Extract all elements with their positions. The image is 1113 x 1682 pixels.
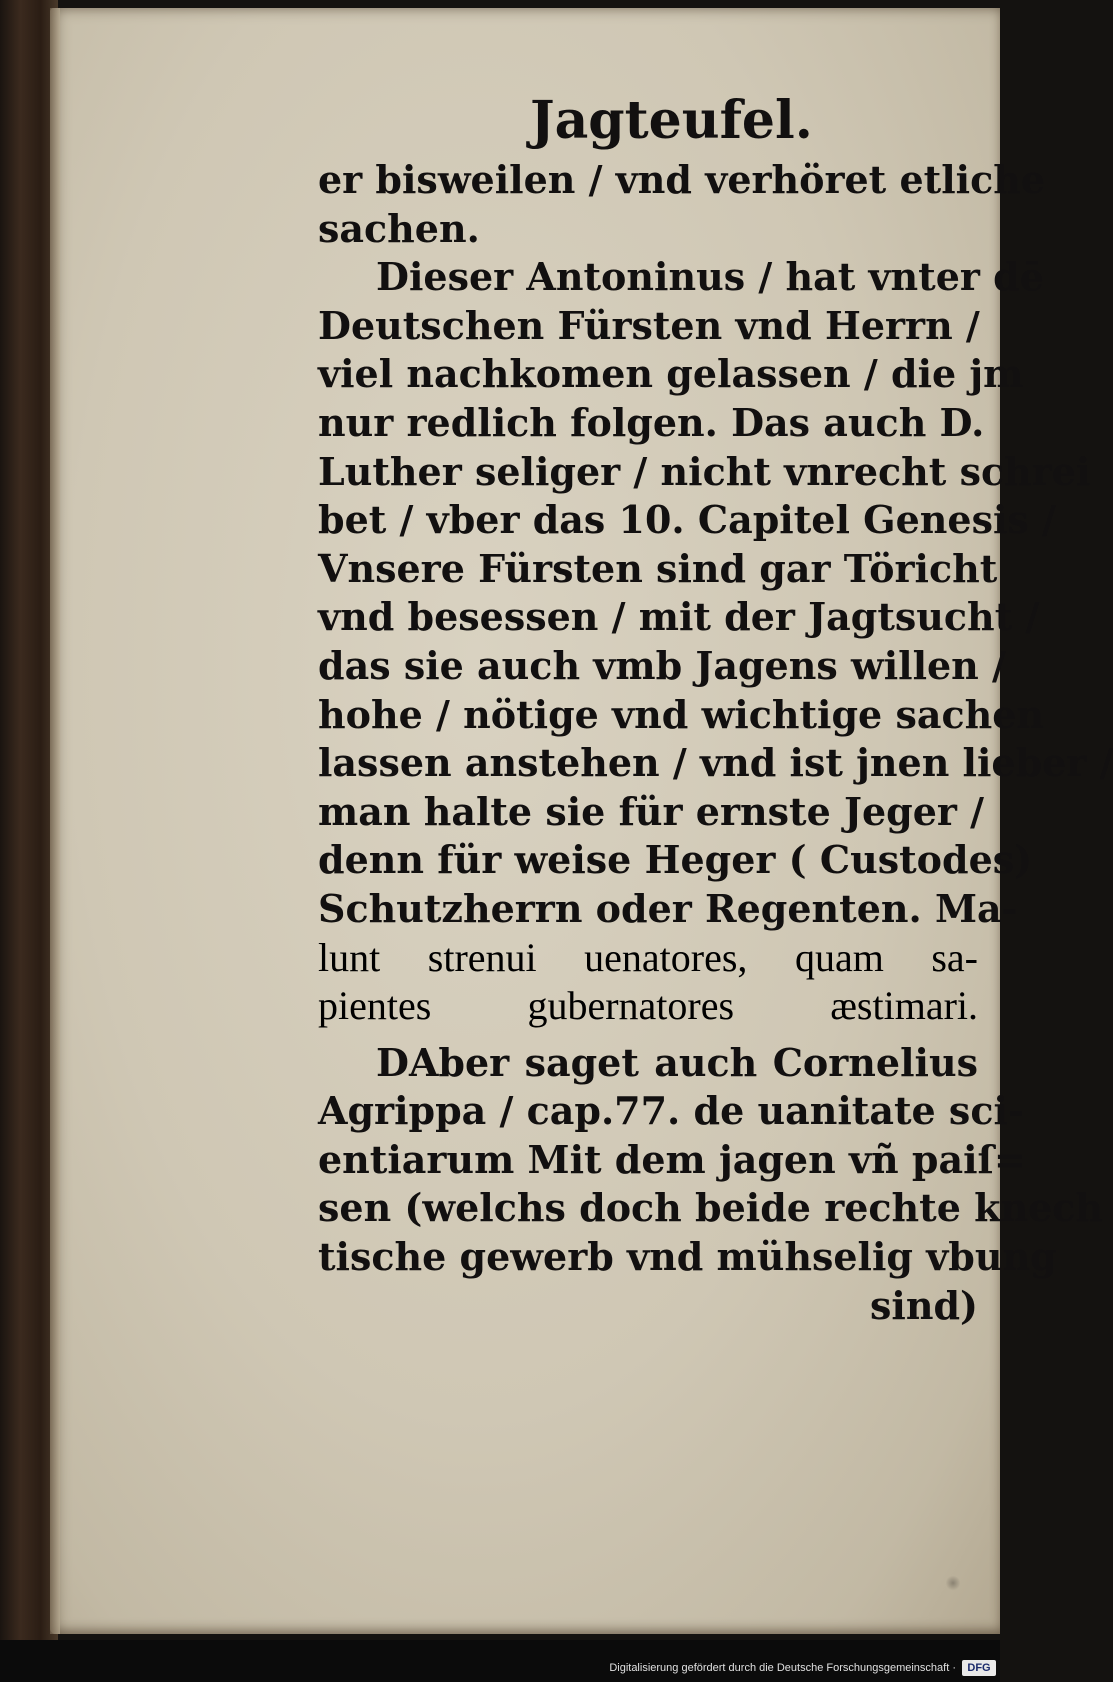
text-line: sen (welchs doch beide rechte knech: [318, 1185, 1104, 1231]
footer-bar: [0, 1640, 1000, 1682]
text-line: das sie auch vmb Jagens willen /: [318, 642, 1006, 688]
text-line: hohe / nötige vnd wichtige sachen: [318, 691, 1045, 737]
text-line: Schutzherrn oder Regenten. Ma-: [318, 885, 1018, 931]
text-line: denn für weise Heger ( Custodes): [318, 837, 1033, 883]
text-line: pientes gubernatores æstimari.: [318, 983, 978, 1029]
dfg-logo-icon: DFG: [962, 1660, 996, 1676]
text-line: lassen anstehen / vnd ist jnen lieber /: [318, 740, 1113, 786]
text-line: Deutschen Fürsten vnd Herrn /: [318, 302, 980, 348]
text-line: Dieser Antoninus / hat vnter dē: [376, 254, 1044, 300]
text-line: er bisweilen / vnd verhöret etliche: [318, 157, 1046, 202]
text-line: Agrippa / cap.77. de uanitate sci-: [318, 1088, 1024, 1134]
text-block: [318, 156, 1113, 1330]
text-line: Vnsere Fürsten sind gar Töricht: [318, 545, 998, 591]
text-line: vnd besessen / mit der Jagtsucht /: [318, 594, 1040, 640]
text-line: tische gewerb vnd mühselig vbung: [318, 1234, 1057, 1280]
text-line: bet / vber das 10. Capitel Genesis /: [318, 497, 1056, 543]
text-line: entiarum Mit dem jagen vñ paiſ=: [318, 1136, 1026, 1182]
text-line: Luther seliger / nicht vnrecht schrei: [318, 448, 1091, 494]
text-line: DAber saget auch Cornelius: [376, 1039, 978, 1085]
text-line: lunt strenui uenatores, quam sa-: [318, 934, 978, 980]
text-line: sind): [869, 1282, 978, 1328]
page-edge-shadow: [50, 8, 60, 1634]
running-head: Jagteufel.: [530, 90, 813, 151]
ink-blot: [946, 1575, 960, 1591]
text-line: nur redlich folgen. Das auch D.: [318, 399, 985, 445]
paragraph-gap: [318, 1031, 978, 1039]
text-line: viel nachkomen gelassen / die jm: [318, 351, 1024, 397]
text-line: man halte sie für ernste Jeger /: [318, 788, 985, 834]
footer-credit: Digitalisierung gefördert durch die Deutsche Forschungsgemeinschaft ·: [609, 1662, 956, 1674]
text-line: sachen.: [318, 205, 480, 251]
